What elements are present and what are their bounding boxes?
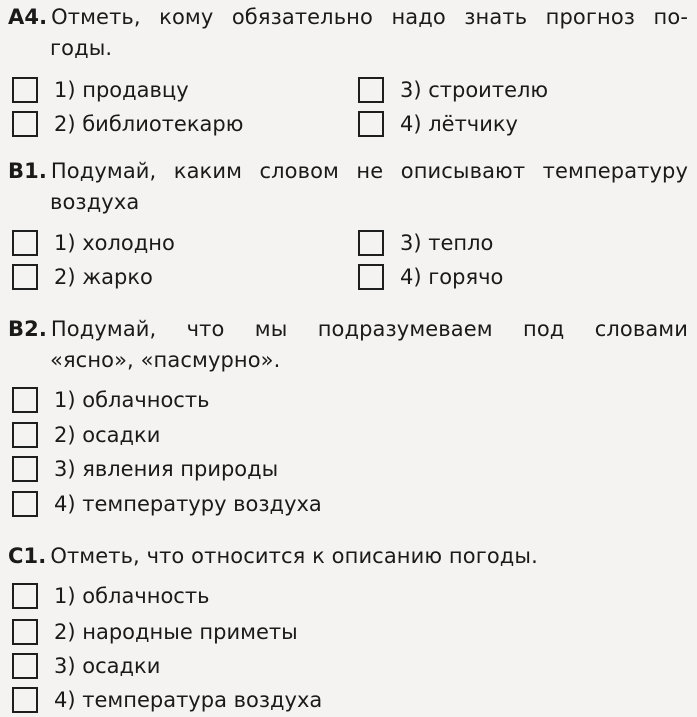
answer-checkbox[interactable]	[12, 422, 38, 448]
question-c1-line1: С1. Отметь, что относится к описанию погоды.	[8, 544, 538, 568]
option-label: 1) облачность	[54, 388, 210, 412]
option-label: 2) жарко	[54, 265, 153, 289]
answer-checkbox[interactable]	[12, 653, 38, 679]
question-b1-number: В1.	[8, 159, 47, 183]
question-b2-line2: «ясно», «пасмурно».	[50, 348, 281, 372]
answer-checkbox[interactable]	[12, 111, 38, 137]
option-label: 4) температуру воздуха	[54, 492, 322, 516]
question-b2-number: В2.	[8, 317, 47, 341]
option-label: 2) библиотекарю	[54, 112, 244, 136]
question-c1-number: С1.	[8, 544, 47, 568]
option-label: 3) явления природы	[54, 457, 279, 481]
option-b2-4[interactable]	[12, 490, 322, 518]
option-label: 3) осадки	[54, 654, 161, 678]
option-label: 4) температура воздуха	[54, 688, 323, 712]
answer-checkbox[interactable]	[12, 619, 38, 645]
option-b1-4[interactable]	[358, 263, 503, 291]
option-c1-3[interactable]	[12, 652, 160, 680]
option-label: 2) осадки	[54, 423, 161, 447]
question-a4-line1: А4. Отметь, кому обязательно надо знать прогноз по-	[8, 5, 688, 29]
question-b2-line1: В2. Подумай, что мы подразумеваем под словами	[8, 317, 688, 341]
question-a4-number: А4.	[8, 5, 48, 29]
option-label: 2) народные приметы	[54, 620, 298, 644]
answer-checkbox[interactable]	[12, 230, 38, 256]
answer-checkbox[interactable]	[12, 687, 38, 713]
option-b1-3[interactable]	[358, 229, 493, 257]
answer-checkbox[interactable]	[12, 456, 38, 482]
answer-checkbox[interactable]	[12, 77, 38, 103]
option-b1-2[interactable]	[12, 263, 153, 291]
option-c1-2[interactable]	[12, 618, 298, 646]
option-a4-4[interactable]	[358, 110, 518, 138]
option-label: 4) лётчику	[400, 112, 518, 136]
answer-checkbox[interactable]	[12, 583, 38, 609]
answer-checkbox[interactable]	[12, 387, 38, 413]
option-b2-2[interactable]	[12, 421, 160, 449]
option-label: 1) холодно	[54, 231, 175, 255]
answer-checkbox[interactable]	[358, 264, 384, 290]
answer-checkbox[interactable]	[358, 77, 384, 103]
question-a4-line2: годы.	[50, 36, 113, 60]
option-label: 1) облачность	[54, 584, 210, 608]
option-label: 3) строителю	[400, 78, 549, 102]
question-b1-line1: В1. Подумай, каким словом не описывают температуру	[8, 159, 688, 183]
answer-checkbox[interactable]	[358, 230, 384, 256]
option-label: 4) горячо	[400, 265, 504, 289]
option-b1-1[interactable]	[12, 229, 175, 257]
option-b2-1[interactable]	[12, 386, 209, 414]
option-a4-3[interactable]	[358, 76, 548, 104]
option-label: 3) тепло	[400, 231, 494, 255]
question-a4	[8, 2, 688, 64]
question-b2	[8, 314, 688, 376]
option-a4-2[interactable]	[12, 110, 243, 138]
option-c1-1[interactable]	[12, 582, 209, 610]
answer-checkbox[interactable]	[12, 264, 38, 290]
answer-checkbox[interactable]	[358, 111, 384, 137]
option-a4-1[interactable]	[12, 76, 189, 104]
option-b2-3[interactable]	[12, 455, 278, 483]
answer-checkbox[interactable]	[12, 491, 38, 517]
question-b1	[8, 156, 688, 218]
question-c1	[8, 541, 688, 572]
question-b1-line2: воздуха	[50, 190, 140, 214]
option-c1-4[interactable]	[12, 686, 322, 714]
option-label: 1) продавцу	[54, 78, 189, 102]
